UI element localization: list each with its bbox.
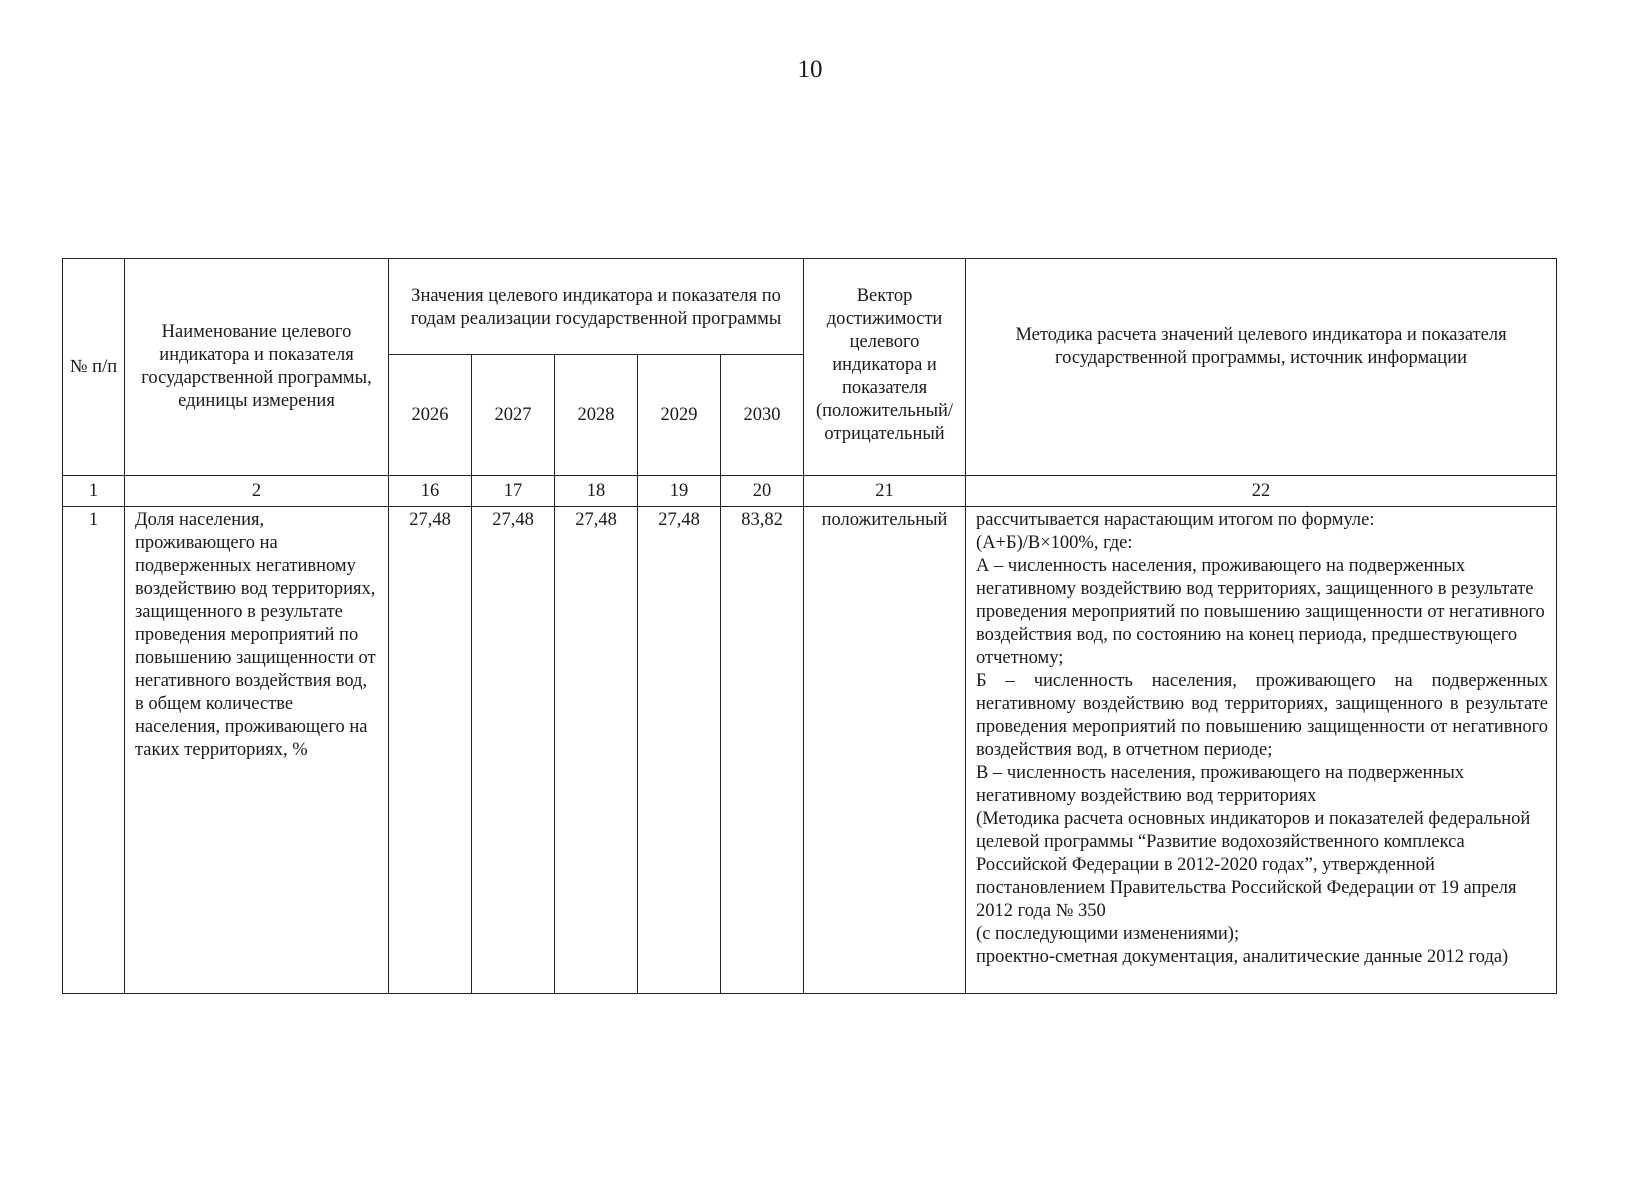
indicator-value: 27,48: [472, 507, 555, 994]
column-number: 21: [804, 476, 966, 507]
header-vector: Вектор достижимости целевого индикатора и показателя (положительный/ отрицательный: [804, 259, 966, 476]
table-row: [63, 507, 1557, 994]
header-year: 2028: [555, 355, 638, 476]
indicator-vector: положительный: [804, 507, 966, 994]
method-source: (Методика расчета основных индикаторов и показателей федеральной целевой программы “Развитие водохозяйственного комплекса Российской Федерации в 2012-2020 годах”, утвержденной постановлением Правительства Российской Федерации от 19 апреля 2012 года № 350: [976, 809, 1531, 921]
indicator-table: [62, 258, 1557, 994]
row-number: 1: [63, 507, 125, 994]
header-name: Наименование целевого индикатора и показателя государственной программы, единицы измерения: [125, 259, 389, 476]
header-year: 2026: [389, 355, 472, 476]
header-year: 2029: [638, 355, 721, 476]
column-number: 19: [638, 476, 721, 507]
column-number: 18: [555, 476, 638, 507]
column-number: 17: [472, 476, 555, 507]
method-line: рассчитывается нарастающим итогом по формуле:: [976, 510, 1375, 530]
method-line: (с последующими изменениями);: [976, 924, 1240, 944]
column-number: 16: [389, 476, 472, 507]
indicator-name: Доля населения, проживающего на подверженных негативному воздействию вод территориях, защищенного в результате проведения мероприятий по повышению защищенности от негативного воздействия вод, в общем количестве населения, проживающего на таких территориях, %: [125, 507, 389, 994]
column-number: 1: [63, 476, 125, 507]
header-method: Методика расчета значений целевого индикатора и показателя государственной программы, источник информации: [966, 259, 1557, 476]
indicator-value: 27,48: [389, 507, 472, 994]
method-line: А – численность населения, проживающего на подверженных негативному воздействию вод территориях, защищенного в результате проведения мероприятий по повышению защищенности от негативного воздействия вод, по состоянию на конец периода, предшествующего отчетному;: [976, 556, 1545, 668]
method-formula: (А+Б)/В×100%, где:: [976, 533, 1133, 553]
method-line: проектно-сметная документация, аналитические данные 2012 года): [976, 947, 1509, 967]
page-number: 10: [797, 56, 823, 83]
indicator-value: 27,48: [555, 507, 638, 994]
header-year: 2027: [472, 355, 555, 476]
column-number-row: [63, 476, 1557, 507]
calculation-method: [966, 507, 1557, 994]
column-number: 2: [125, 476, 389, 507]
header-values-group: Значения целевого индикатора и показателя по годам реализации государственной программы: [389, 259, 804, 355]
column-number: 22: [966, 476, 1557, 507]
header-num: № п/п: [63, 259, 125, 476]
column-number: 20: [721, 476, 804, 507]
indicator-value: 83,82: [721, 507, 804, 994]
indicator-value: 27,48: [638, 507, 721, 994]
method-line: В – численность населения, проживающего на подверженных негативному воздействию вод территориях: [976, 763, 1465, 806]
header-year: 2030: [721, 355, 804, 476]
method-line: Б – численность населения, проживающего на подверженных негативному воздействию вод территориях, защищенного в результате проведения мероприятий по повышению защищенности от негативного воздействия вод, в отчетном периоде;: [976, 671, 1549, 760]
